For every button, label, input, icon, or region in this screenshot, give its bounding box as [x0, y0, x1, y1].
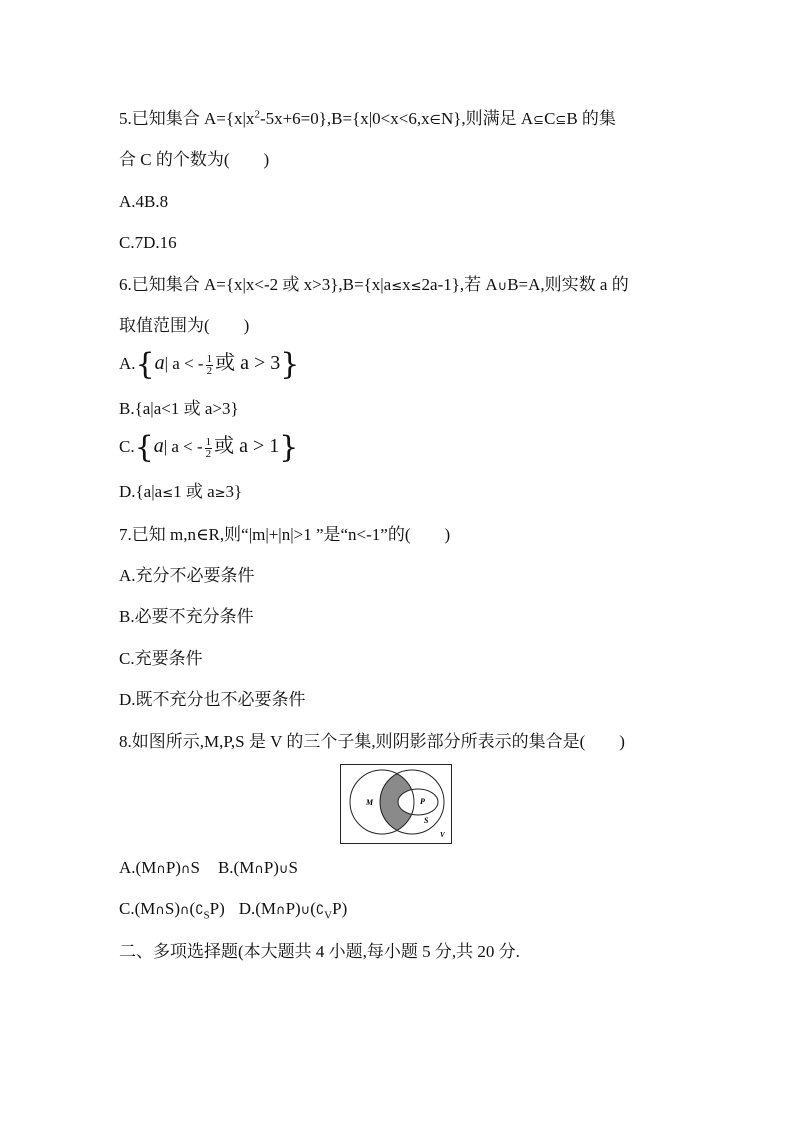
venn-label-v: V: [440, 831, 445, 839]
fraction-half: $\frac{1}{2}$: [205, 435, 212, 460]
q8-options-cd: $C.(M\cap S)\cap(∁_SP)$ $D.(M\cap P)\cup(∁_VP)$: [119, 899, 348, 922]
q6-option-a: A.{a| a < - $\frac{1}{2}$ 或 a > 3}: [119, 347, 300, 383]
venn-label-m: M: [366, 798, 374, 807]
q8-line1: 8.如图所示,M,P,S 是 V 的三个子集,则阴影部分所表示的集合是( ): [119, 732, 625, 751]
q6-line1: 6.已知集合 A={x|x<-2 或 x>3},B={x|a≤x≤2a-1},若 A∪B=A,则实数 a 的: [119, 275, 629, 294]
venn-diagram: [340, 764, 452, 844]
q7-option-b: B.必要不充分条件: [119, 607, 254, 626]
q5-line2: 合 C 的个数为( ): [119, 150, 270, 169]
q7-option-a: A.充分不必要条件: [119, 566, 255, 585]
q6-option-d: D.{a|a≤1 或 a≥3}: [119, 482, 243, 501]
q5-options-ab: A.4B.8: [119, 192, 169, 211]
q5-options-cd: C.7D.16: [119, 233, 177, 252]
q6-option-b: B.{a|a<1 或 a>3}: [119, 399, 239, 418]
q7-option-c: C.充要条件: [119, 649, 203, 668]
q7-option-d: D.既不充分也不必要条件: [119, 690, 306, 709]
q7-line1: 7.已知 m,n∈R,则“|m|+|n|>1 ”是“n<-1”的( ): [119, 525, 451, 544]
q8-options-ab: A.(M∩P)∩S B.(M∩P)∪S: [119, 858, 298, 877]
fraction-half: $\frac{1}{2}$: [206, 352, 213, 377]
section-2-title: 二、多项选择题(本大题共 4 小题,每小题 5 分,共 20 分.: [119, 942, 520, 961]
q6-line2: 取值范围为( ): [119, 316, 250, 335]
venn-label-s: S: [424, 816, 429, 825]
q6-option-c: C.{a| a < - $\frac{1}{2}$ 或 a > 1}: [119, 430, 299, 466]
q5-line1: 5.已知集合 $A=\{x|x^2-5x+6=0\},B=\{x|0<x<6,x\in N\}$,则满足 A⊆C⊆B 的集: [119, 108, 616, 128]
venn-label-p: P: [420, 797, 425, 806]
